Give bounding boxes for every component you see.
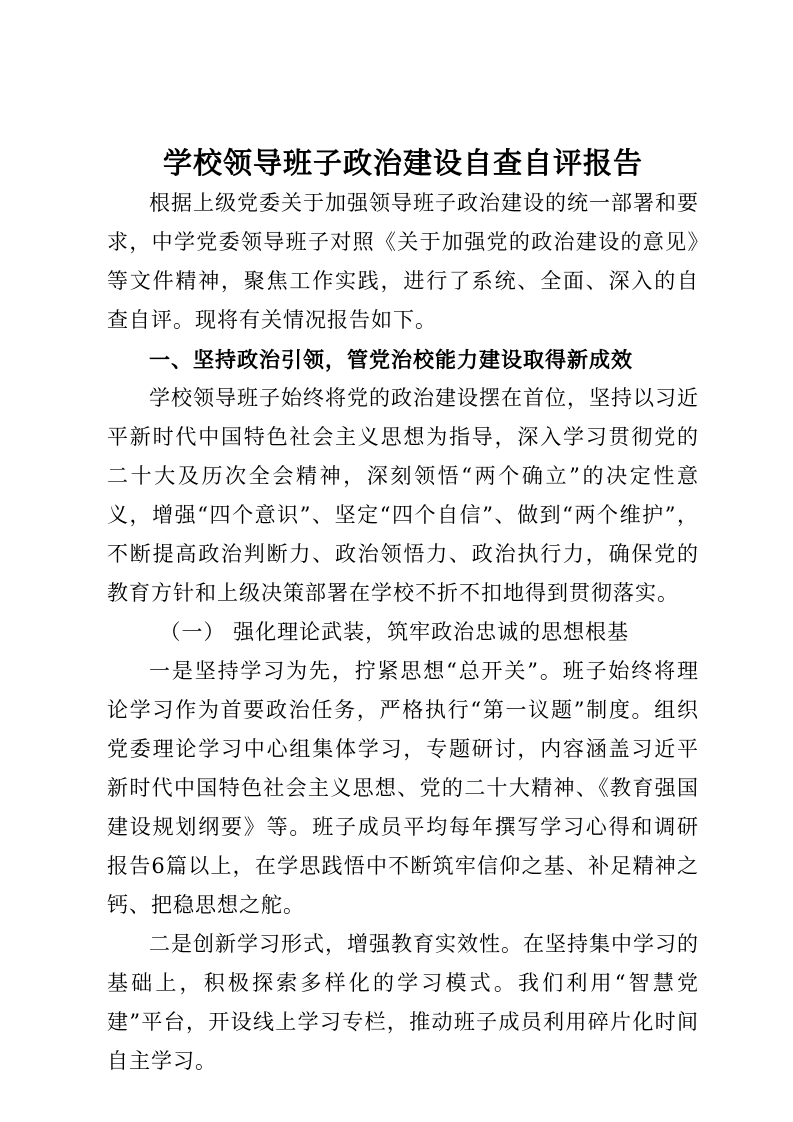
document-body (107, 142, 699, 1081)
subsection-1-paragraph-2: 二是创新学习形式，增强教育实效性。在坚持集中学习的基础上，积极探索多样化的学习模式。我们利用“智慧党建”平台，开设线上学习专栏，推动班子成员利用碎片化时间自主学习。 (107, 932, 699, 1073)
section-heading-1: 一、坚持政治引领，管党治校能力建设取得新成效 (149, 347, 633, 372)
section-1-paragraph: 学校领导班子始终将党的政治建设摆在首位，坚持以习近平新时代中国特色社会主义思想为指导，深入学习贯彻党的二十大及历次全会精神，深刻领悟“两个确立”的决定性意义，增强“四个意识”、坚定“四个自信”、做到“两个维护”，不断提高政治判断力、政治领悟力、政治执行力，确保党的教育方针和上级决策部署在学校不折不扣地得到贯彻落实。 (107, 386, 699, 605)
intro-paragraph: 根据上级党委关于加强领导班子政治建设的统一部署和要求，中学党委领导班子对照《关于加强党的政治建设的意见》等文件精神，聚焦工作实践，进行了系统、全面、深入的自查自评。现将有关情况报告如下。 (107, 191, 699, 332)
subsection-1-paragraph-1: 一是坚持学习为先，拧紧思想“总开关”。班子始终将理论学习作为首要政治任务，严格执行“第一议题”制度。组织党委理论学习中心组集体学习，专题研讨，内容涵盖习近平新时代中国特色社会主义思想、党的二十大精神、《教育强国建设规划纲要》等。班子成员平均每年撰写学习心得和调研报告6篇以上，在学思践悟中不断筑牢信仰之基、补足精神之钙、把稳思想之舵。 (107, 659, 699, 917)
document-title: 学校领导班子政治建设自查自评报告 (162, 146, 643, 180)
subsection-heading-1: （一） 强化理论武装，筑牢政治忠诚的思想根基 (159, 620, 630, 644)
